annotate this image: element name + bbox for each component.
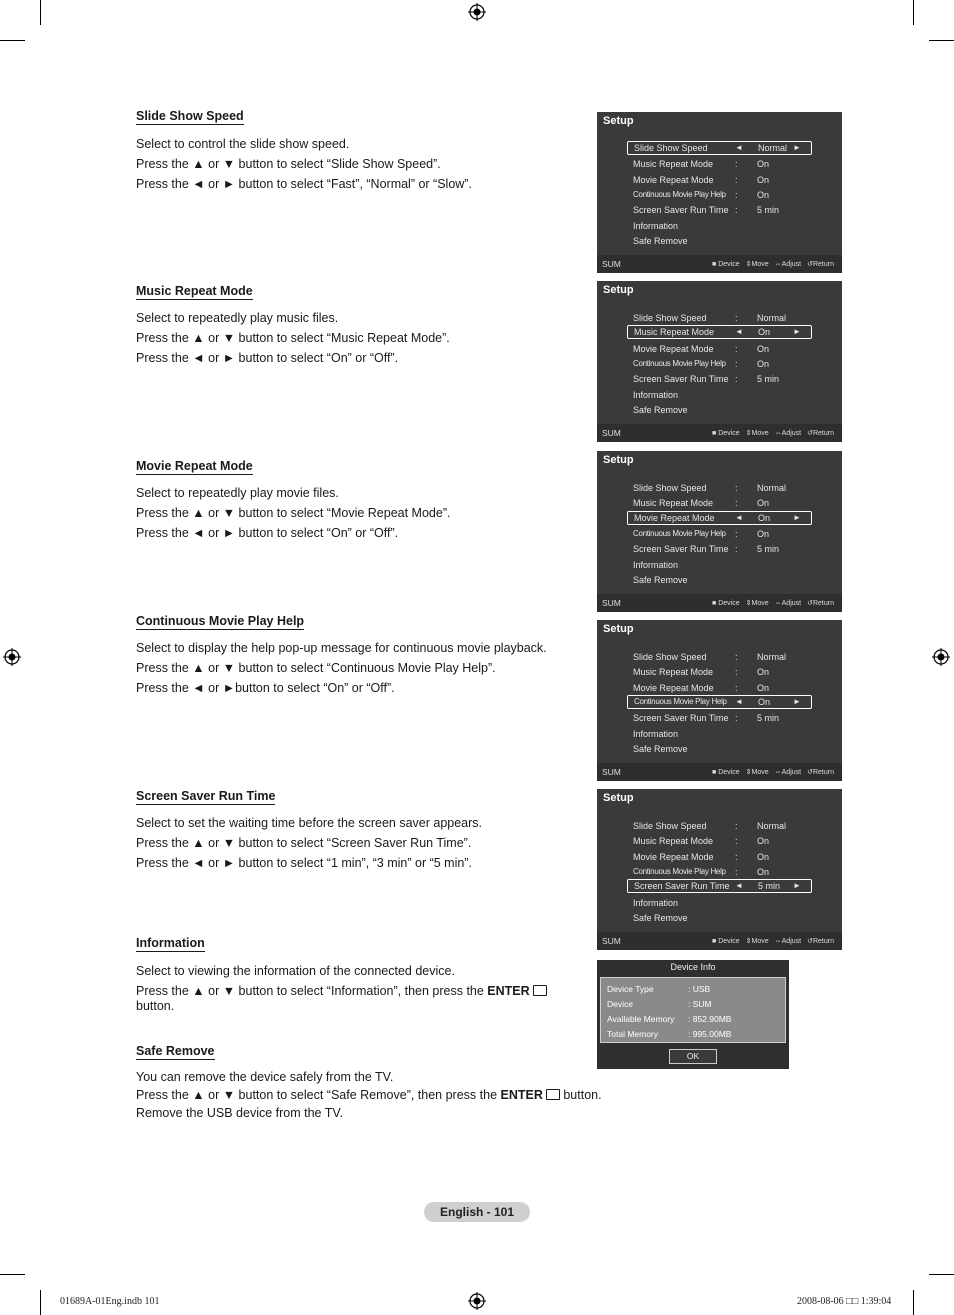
setup-menu-item[interactable] [627,342,812,356]
setup-menu-item-colon: : [735,836,738,847]
device-hint [712,430,740,437]
setup-menu-item-value: 5 min [757,205,780,216]
device-info-dialog [597,960,789,1069]
return-hint-label: Return [812,769,834,776]
return-hint [807,600,834,607]
source-label: SUM [602,259,621,269]
return-hint-icon: ↺ [807,938,813,945]
right-arrow-icon[interactable]: ► [793,512,801,522]
setup-menu-item-colon: : [735,205,738,216]
registration-mark-icon [932,648,950,666]
setup-menu-item-colon: : [735,498,738,509]
text-line [136,981,547,1001]
setup-menu-item-value: On [757,189,770,200]
setup-menu-item[interactable] [627,141,812,155]
setup-menu-item-label: Information [633,897,679,908]
crop-mark [0,40,25,41]
setup-menu-item[interactable] [627,234,812,248]
setup-menu-item[interactable] [627,711,812,725]
setup-menu-item-value: On [758,327,771,338]
setup-menu-item-label: Continuous Movie Play Help [633,528,726,538]
enter-label: ENTER [487,984,530,998]
setup-menu-item[interactable] [627,558,812,572]
setup-menu-item[interactable] [627,372,812,386]
source-label: SUM [602,428,621,438]
device-info-value: : 995.00MB [688,1029,732,1039]
text-line: Press the ▲ or ▼ button to select “Movie Repeat Mode”. [136,506,451,520]
section-text-music-repeat-mode [136,308,450,368]
return-hint [807,261,834,268]
setup-menu-item-value: Normal [757,313,787,323]
setup-menu-item-label: Screen Saver Run Time [633,374,729,385]
setup-menu-item-label: Movie Repeat Mode [633,343,714,354]
setup-menu-item-colon: : [735,358,738,369]
setup-menu-item[interactable] [627,403,812,417]
setup-menu-item-colon: : [735,667,738,678]
setup-menu-item-value: 5 min [757,544,780,555]
adjust-hint-icon: ⇔ [774,600,782,607]
setup-menu-item-colon: : [735,313,738,323]
setup-menu-item-value: On [758,512,771,523]
setup-screen-title: Setup [603,623,634,635]
return-hint [807,430,834,437]
device-info-value: : SUM [688,999,712,1009]
setup-menu-item-label: Music Repeat Mode [634,327,715,338]
setup-menu-item-value: On [757,667,770,678]
section-text-continuous-movie-play-help [136,638,547,698]
setup-menu-item-label: Screen Saver Run Time [633,713,729,724]
section-title-slide-show-speed: Slide Show Speed [136,109,244,123]
device-hint-icon: ■ [712,938,719,945]
button-hints [706,260,834,268]
device-hint-label: Device [718,261,740,268]
text-line: Remove the USB device from the TV. [136,1106,344,1120]
setup-menu-item-colon: : [735,343,738,354]
return-hint-label: Return [812,430,834,437]
text-line: Press the ▲ or ▼ button to select “Continuous Movie Play Help”. [136,661,496,675]
setup-menu-item[interactable] [627,911,812,925]
crop-mark [913,0,914,25]
setup-menu-item-label: Screen Saver Run Time [633,544,729,555]
setup-screen-footer [597,763,842,781]
setup-menu-item[interactable] [627,865,812,879]
move-hint [746,261,769,268]
adjust-hint-icon: ⇔ [774,938,782,945]
setup-menu-item[interactable] [627,834,812,848]
setup-menu-item-label: Safe Remove [633,574,688,585]
setup-menu-item-value: 5 min [758,881,781,892]
setup-menu-item[interactable] [627,727,812,741]
return-hint [807,938,834,945]
text-line: button. [136,999,175,1013]
adjust-hint [775,769,801,776]
section-title-screen-saver-run-time: Screen Saver Run Time [136,789,276,803]
return-hint-label: Return [812,938,834,945]
setup-menu-item-value: On [757,343,770,354]
setup-menu-item[interactable] [627,879,812,893]
text-line: Press the ▲ or ▼ button to select “Music Repeat Mode”. [136,331,450,345]
setup-menu-item-label: Music Repeat Mode [633,836,714,847]
source-label: SUM [602,936,621,946]
adjust-hint-label: Adjust [781,938,802,945]
setup-menu-item-label: Screen Saver Run Time [633,205,729,216]
right-arrow-icon[interactable]: ► [793,881,801,891]
move-hint-label: Move [751,600,769,607]
setup-menu-item-value: On [757,498,770,509]
setup-menu-item-value: Normal [757,652,787,662]
setup-menu-item[interactable] [627,819,812,833]
move-hint [746,600,769,607]
adjust-hint-label: Adjust [781,600,802,607]
return-hint-icon: ↺ [807,769,813,776]
section-text-information [136,961,547,1011]
setup-menu-item-label: Music Repeat Mode [633,159,714,170]
move-hint-label: Move [751,769,769,776]
text-line: Select to set the waiting time before the screen saver appears. [136,816,483,830]
setup-menu-item-label: Safe Remove [633,404,688,415]
setup-menu-item-label: Continuous Movie Play Help [634,696,727,706]
setup-menu-item-label: Safe Remove [633,235,688,246]
setup-menu-item-label: Safe Remove [633,912,688,923]
device-hint-label: Device [718,769,740,776]
setup-menu-item-label: Screen Saver Run Time [634,881,730,892]
setup-menu-item[interactable] [627,896,812,910]
setup-menu-item-colon: : [735,713,738,724]
setup-menu-item[interactable] [627,311,812,325]
section-text-slide-show-speed [136,134,472,194]
setup-menu-item-value: On [757,528,770,539]
setup-menu-item-value: On [758,696,771,707]
text-line: Press the ▲ or ▼ button to select “Slide Show Speed”. [136,157,441,171]
enter-label: ENTER [500,1088,543,1102]
right-arrow-icon[interactable]: ► [793,143,801,152]
left-arrow-icon[interactable]: ◄ [735,696,743,706]
section-title-safe-remove: Safe Remove [136,1044,215,1058]
enter-icon [533,985,547,996]
adjust-hint-label: Adjust [781,769,802,776]
setup-menu-item-colon: : [735,174,738,185]
setup-menu-item-value: 5 min [757,374,780,385]
crop-mark [913,1290,914,1315]
device-info-value: : 852.90MB [688,1014,732,1024]
button-hints [706,599,834,607]
move-hint-icon: ⇕ [745,261,752,268]
setup-menu-item-label: Information [633,389,679,400]
text-line: Select to repeatedly play music files. [136,311,339,325]
device-hint-label: Device [718,430,740,437]
setup-menu-item-value: 5 min [757,713,780,724]
left-arrow-icon[interactable]: ◄ [735,143,743,152]
device-hint-label: Device [718,600,740,607]
return-hint-icon: ↺ [807,430,813,437]
move-hint-icon: ⇕ [745,938,752,945]
adjust-hint [775,261,801,268]
setup-menu-item[interactable] [627,511,812,525]
move-hint-icon: ⇕ [745,769,752,776]
registration-mark-icon [468,1292,486,1310]
device-hint [712,938,740,945]
text-line: Select to display the help pop-up message for continuous movie playback. [136,641,547,655]
text-fragment: Press the ▲ or ▼ button to select “Information”, then press the [136,984,488,998]
setup-screen [597,789,842,950]
move-hint-label: Move [751,261,769,268]
section-text-safe-remove [136,1068,602,1122]
setup-menu-item-colon: : [735,851,738,862]
page-number-badge: English - 101 [424,1202,530,1222]
device-info-value: : USB [688,984,711,994]
text-line: Press the ◄ or ► button to select “Fast”, “Normal” or “Slow”. [136,177,472,191]
section-title-continuous-movie-play-help: Continuous Movie Play Help [136,614,305,628]
left-arrow-icon[interactable]: ◄ [735,327,743,337]
setup-menu-item[interactable] [627,157,812,171]
setup-screen-title: Setup [603,284,634,296]
move-hint-icon: ⇕ [745,600,752,607]
adjust-hint-icon: ⇔ [774,430,782,437]
setup-menu-item-label: Continuous Movie Play Help [633,189,726,199]
adjust-hint-icon: ⇔ [774,261,782,268]
setup-menu-item-value: On [757,682,770,693]
return-hint-label: Return [812,261,834,268]
adjust-hint-label: Adjust [781,261,802,268]
setup-menu-item-label: Continuous Movie Play Help [633,358,726,368]
setup-menu-item-label: Information [633,728,679,739]
setup-menu-item-colon: : [735,374,738,385]
return-hint-icon: ↺ [807,261,813,268]
setup-menu-item[interactable] [627,388,812,402]
setup-menu-item[interactable] [627,527,812,541]
setup-menu-item-value: Normal [757,821,787,831]
device-hint-icon: ■ [712,600,719,607]
setup-screen [597,620,842,781]
setup-menu-item[interactable] [627,357,812,371]
setup-menu-item-value: Normal [758,143,788,153]
move-hint-label: Move [751,430,769,437]
text-line: Press the ◄ or ► button to select “1 min”, “3 min” or “5 min”. [136,856,472,870]
setup-menu-item-label: Information [633,559,679,570]
setup-menu-item-value: On [757,159,770,170]
setup-menu-item[interactable] [627,481,812,495]
text-line: Select to repeatedly play movie files. [136,486,339,500]
return-hint-icon: ↺ [807,600,813,607]
device-info-key: Device Type [607,984,654,994]
text-fragment: Press the ▲ or ▼ button to select “Safe Remove”, then press the [136,1088,501,1102]
setup-menu-item[interactable] [627,695,812,709]
setup-menu-item-label: Slide Show Speed [634,143,708,153]
setup-screen [597,112,842,273]
section-title-information: Information [136,936,205,950]
section-text-movie-repeat-mode [136,483,450,543]
section-title-music-repeat-mode: Music Repeat Mode [136,284,253,298]
setup-menu-item-label: Slide Show Speed [633,313,707,323]
setup-menu-item-colon: : [735,866,738,877]
adjust-hint-icon: ⇔ [774,769,782,776]
setup-menu-item-colon: : [735,528,738,539]
setup-menu-item-label: Music Repeat Mode [633,498,714,509]
setup-menu-item-value: On [757,866,770,877]
move-hint-icon: ⇕ [745,430,752,437]
text-line: Select to control the slide show speed. [136,137,350,151]
text-fragment: button. [559,1088,602,1102]
setup-menu-item[interactable] [627,665,812,679]
setup-menu-item-colon: : [735,189,738,200]
right-arrow-icon[interactable]: ► [793,327,801,337]
setup-menu-item[interactable] [627,650,812,664]
setup-screen-title: Setup [603,454,634,466]
text-line: Press the ◄ or ► button to select “On” or “Off”. [136,351,399,365]
ok-button[interactable]: OK [669,1049,717,1064]
setup-menu-item[interactable] [627,219,812,233]
device-hint-icon: ■ [712,769,719,776]
adjust-hint-label: Adjust [781,430,802,437]
setup-menu-item-label: Safe Remove [633,743,688,754]
setup-menu-item-label: Music Repeat Mode [633,667,714,678]
setup-menu-item-label: Movie Repeat Mode [633,682,714,693]
setup-menu-item[interactable] [627,542,812,556]
setup-screen-title: Setup [603,115,634,127]
setup-menu-item-value: On [757,358,770,369]
crop-mark [929,1274,954,1275]
setup-menu-item[interactable] [627,203,812,217]
setup-menu-item-colon: : [735,483,738,493]
setup-menu-item-label: Slide Show Speed [633,652,707,662]
crop-mark [929,40,954,41]
adjust-hint [775,430,801,437]
device-hint-icon: ■ [712,430,719,437]
setup-screen [597,281,842,442]
return-hint [807,769,834,776]
left-arrow-icon[interactable]: ◄ [735,512,743,522]
registration-mark-icon [3,648,21,666]
setup-menu-item-value: On [757,174,770,185]
adjust-hint [775,938,801,945]
setup-menu-item-label: Movie Repeat Mode [633,851,714,862]
setup-screen-footer [597,255,842,273]
setup-menu-item-label: Slide Show Speed [633,821,707,831]
setup-menu-item[interactable] [627,573,812,587]
source-label: SUM [602,767,621,777]
setup-menu-item[interactable] [627,681,812,695]
print-file-slug: 01689A-01Eng.indb 101 [60,1296,160,1307]
text-line [136,1086,602,1104]
setup-screen-title: Setup [603,792,634,804]
setup-menu-item-label: Slide Show Speed [633,483,707,493]
device-hint [712,600,740,607]
text-line: Press the ▲ or ▼ button to select “Screen Saver Run Time”. [136,836,472,850]
device-info-title: Device Info [670,962,716,972]
device-info-panel [600,977,786,1043]
button-hints [706,768,834,776]
setup-menu-item-colon: : [735,159,738,170]
setup-screen-footer [597,932,842,950]
text-line: Press the ◄ or ► button to select “On” or “Off”. [136,526,399,540]
device-hint [712,261,740,268]
setup-menu-item[interactable] [627,173,812,187]
right-arrow-icon[interactable]: ► [793,696,801,706]
setup-menu-item[interactable] [627,850,812,864]
setup-menu-item-label: Continuous Movie Play Help [633,866,726,876]
setup-menu-item-colon: : [735,652,738,662]
text-line: Select to viewing the information of the connected device. [136,964,455,978]
setup-menu-item-value: Normal [757,483,787,493]
crop-mark [40,0,41,25]
text-line: Press the ◄ or ►button to select “On” or “Off”. [136,681,395,695]
setup-menu-item-colon: : [735,544,738,555]
setup-screen [597,451,842,612]
source-label: SUM [602,598,621,608]
setup-screen-footer [597,424,842,442]
move-hint-label: Move [751,938,769,945]
crop-mark [40,1290,41,1315]
device-hint-label: Device [718,938,740,945]
setup-menu-item-label: Movie Repeat Mode [634,512,715,523]
setup-menu-item[interactable] [627,496,812,510]
setup-screen-footer [597,594,842,612]
move-hint [746,938,769,945]
device-hint-icon: ■ [712,261,719,268]
enter-icon [546,1089,560,1100]
registration-mark-icon [468,3,486,21]
move-hint [746,430,769,437]
crop-mark [0,1274,25,1275]
section-text-screen-saver-run-time [136,813,482,873]
device-info-key: Total Memory [607,1029,659,1039]
device-info-key: Available Memory [607,1014,675,1024]
section-title-movie-repeat-mode: Movie Repeat Mode [136,459,253,473]
device-info-key: Device [607,999,633,1009]
setup-menu-item-label: Movie Repeat Mode [633,174,714,185]
setup-menu-item[interactable] [627,188,812,202]
adjust-hint [775,600,801,607]
setup-menu-item[interactable] [627,325,812,339]
setup-menu-item-label: Information [633,220,679,231]
print-date-slug: 2008-08-06 □□ 1:39:04 [797,1296,892,1307]
move-hint [746,769,769,776]
setup-menu-item-value: On [757,836,770,847]
device-hint [712,769,740,776]
setup-menu-item-colon: : [735,821,738,831]
setup-menu-item[interactable] [627,742,812,756]
setup-menu-item-colon: : [735,682,738,693]
button-hints [706,937,834,945]
setup-menu-item-value: On [757,851,770,862]
left-arrow-icon[interactable]: ◄ [735,881,743,891]
button-hints [706,429,834,437]
return-hint-label: Return [812,600,834,607]
text-line: You can remove the device safely from the TV. [136,1070,394,1084]
